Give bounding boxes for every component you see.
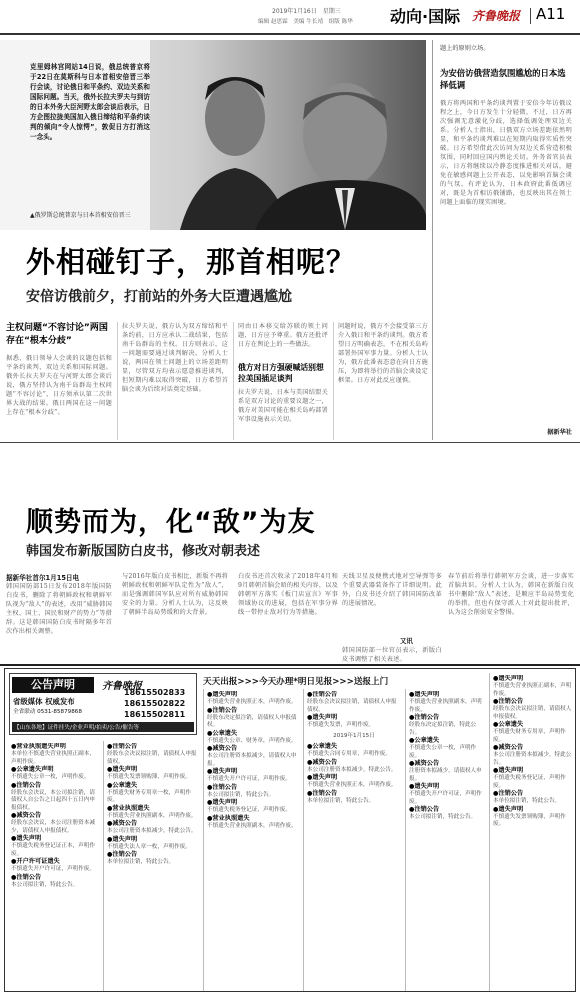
- photo-caption: [30, 62, 150, 142]
- story2-col-5: 春节前后将举行韩朝军方会谈，进一步落实首脑共识。分析人士认为，韩国在新版白皮书中删除“敌人”表述，是顺应半岛局势变化的举措，但也有保守派人士对此提出批评，认为这会削弱安全警惕。: [448, 573, 574, 616]
- paper-logo: 齐鲁晚报: [472, 9, 521, 23]
- ad-column-5: ●遗失声明 不慎遗失营业执照副本，声明作废。 ●注销公告 经股东决定拟注销，特此公告。 ●公章遗失 不慎遗失公章一枚，声明作废。 ●减资公告 注册资本拟减少，请债权人申报。 ●遗失声明 不慎遗失开户许可证，声明作废。 ●注销公告 本公司拟注销，特此公告。: [409, 691, 482, 820]
- page-number: A11: [536, 5, 566, 23]
- story2-col-4b: 韩国国防部一位官员表示，新版白皮书调整了相关表述。: [342, 647, 442, 662]
- story2-subhead: 韩国发布新版国防白皮书，修改对朝表述: [26, 544, 261, 559]
- story1-col-3a: 同由日本移交给苏联的领土问题，日方应予尊重。俄方还批评日方在舆论上的一些做法。: [238, 323, 328, 348]
- story1-col-4: 问题时说，俄方不会接受第三方介入俄日和平条约谈判。俄方希望日方明确表态，不在相关岛屿部署外国军事力量。分析人士认为，俄方此番表态意在向日方施压，为即将举行的首脑会谈设定框架。日方对此反应谨慎。: [338, 323, 428, 384]
- ad-column-1: ●营业执照遗失声明 本单位不慎遗失营业执照正副本，声明作废。 ●公章遗失声明 不慎遗失公章一枚，声明作废。 ●注销公告 经股东会决议，本公司拟注销，请债权人自公告之日起四十五日内申报债权。 ●减资公告 经股东会决议，本公司注册资本减少，请债权人申报债权。 ●遗失声明 不慎遗失税务登记证正本，声明作废。 ●开户许可证遗失 不慎遗失开户许可证，声明作废。 ●注销公告 本公司拟注销，特此公告。: [11, 743, 95, 888]
- story1-col-1: 据悉，俄日领导人会谈的议题包括和平条约谈判、双边关系和国际问题。俄外长拉夫罗夫在与河野太郎会谈后说，俄方坚持认为南千岛群岛主权问题“不容讨论”，日方须承认第二次世界大战的结果。俄日两国在这一问题上存在“根本分歧”。: [6, 355, 112, 416]
- story1-subhead: 安倍访俄前夕，打前站的外务大臣遭遇尴尬: [26, 289, 292, 305]
- story1-headline: 外相碰钉子，那首相呢？: [26, 245, 357, 279]
- notice-box: [9, 673, 197, 735]
- story2-col-1: 韩国国防部15日发布2018年版国防白皮书，删除了将朝鲜政权和朝鲜军队视为“敌人”的表述，改用“威胁韩国主权、国土、国民和财产的势力”等措辞。这是韩国国防白皮书时隔多年首次作出相关调整。: [6, 583, 112, 635]
- masthead-staff: 编辑 赵思霖 美编 牛长靖 组版 陈华: [258, 19, 353, 25]
- ad-column-4: ●注销公告 经股东会决议拟注销，请债权人申报债权。 ●遗失声明 不慎遗失发票，声明作废。 2019年1月15日 ●公章遗失 不慎遗失合同专用章，声明作废。 ●减资公告 本公司注册资本拟减少，特此公告。 ●遗失声明 不慎遗失营业执照正本，声明作废。 ●注销公告 本单位拟注销，特此公告。: [307, 691, 401, 989]
- ads-banner: 天天出报>>>今天办理*明日见报>>>送报上门: [203, 677, 389, 687]
- right-section-title: 为安倍访俄营造氛围尴尬的日本选择低调: [440, 68, 566, 90]
- ad-issue-note: 2019年1月15日: [333, 732, 375, 739]
- photo-caption-text: 克里姆林宫网站14日说，俄总统普京将于22日在莫斯科与日本首相安倍晋三举行会谈，讨论俄日和平条约、双边关系和国际问题。当天，俄外长拉夫罗夫与到访的日本外务大臣河野太郎会谈后表示，日方企图拉拢美国加入俄日缔结和平条约谈判的倾向“令人惊愕”，敦促日方打消这一念头。: [30, 63, 150, 141]
- story2-col-2: 与2016年版白皮书相比，新版不再将朝鲜政权和朝鲜军队定性为“敌人”，而是强调韩国军队应对所有威胁韩国安全的力量。分析人士认为，这反映了朝鲜半岛局势缓和的大背景。: [122, 573, 228, 616]
- notice-slogan-2: 全省联动 0531-85879868: [13, 709, 82, 715]
- notice-logo: 齐鲁晚报: [102, 681, 142, 692]
- right-column: [440, 44, 572, 438]
- ad-column-6: ●遗失声明 不慎遗失营业执照正副本，声明作废。 ●注销公告 经股东会决议拟注销，请债权人申报债权。 ●公章遗失 不慎遗失财务专用章，声明作废。 ●减资公告 本公司注册资本拟减少，特此公告。 ●遗失声明 不慎遗失税务登记证，声明作废。 ●注销公告 本单位拟注销，特此公告。 ●遗失声明 不慎遗失发票领购簿，声明作废。: [493, 675, 572, 827]
- notice-phone-1: 18615502833: [124, 688, 186, 697]
- photo-credit: ▲俄罗斯总统普京与日本首相安倍晋三: [30, 212, 131, 219]
- story2-col-3: 白皮书还首次收录了2018年4月和9月韩朝首脑会晤的相关内容，以及韩朝军方落实《板门店宣言》军事领域协议的进展，包括在军事分界线一带停止敌对行为等措施。: [238, 573, 338, 616]
- right-lead: 题上的原则立场。: [440, 45, 490, 52]
- notice-title: 公告声明: [12, 677, 94, 693]
- story1-side-title: 主权问题“不容讨论”两国存在“根本分歧”: [6, 323, 108, 346]
- notice-services: 【山东各地】证件挂失/企业声明/拍卖/公告/催告等: [12, 722, 194, 732]
- story2-dateline: 据新华社首尔1月15日电: [6, 574, 80, 582]
- ads-section: [4, 668, 576, 992]
- story1-inline-title: 俄方对日方强硬喊话别想拉美国插足谈判: [238, 363, 324, 383]
- masthead: [0, 0, 580, 40]
- ad-column-2: ●注销公告 经股东会决议拟注销，请债权人申报债权。 ●遗失声明 不慎遗失发票领购簿，声明作废。 ●公章遗失 不慎遗失财务专用章一枚，声明作废。 ●营业执照遗失 不慎遗失营业执照副本，声明作废。 ●减资公告 本公司注册资本拟减少，特此公告。 ●遗失声明 不慎遗失法人章一枚，声明作废。 ●注销公告 本单位拟注销，特此公告。: [107, 743, 197, 865]
- notice-phone-3: 18615502811: [124, 710, 186, 719]
- right-credit: 据新华社: [547, 429, 572, 436]
- story2-headline: 顺势而为，化“敌”为友: [26, 507, 316, 538]
- lead-photo: [0, 40, 426, 230]
- right-body-text: 俄方将两国和平条约谈判置于安倍今年访俄议程之上，今日方发生十分轻微，不过，日方再次强调无意激化分歧，选择低调处理双边关系。分析人士指出，日俄双方立场差距依然明显，和平条约谈判难以在短期内取得实质性突破。日方希望借此次访问为双边关系营造积极氛围，同时回应国内舆论关切。外务省官员表示，日方将继续以冷静态度推进相关对话，避免在敏感问题上公开表态，以免影响首脑会谈的气氛。有评论认为，日本政府此番低调应对，既是为首相访俄铺路，也反映出其在领土问题上面临的现实困境。: [440, 100, 572, 206]
- section-title: 动向·国际: [390, 7, 461, 26]
- notice-slogan-1: 省级媒体 权威发布: [13, 697, 75, 706]
- masthead-date: 2019年1月16日 星期三: [272, 8, 341, 15]
- story1-col-2: 拉夫罗夫说，俄方认为双方缔结和平条约前，日方应承认二战结果，包括南千岛群岛的主权。日方则表示，这一问题需要通过谈判解决。分析人士说，两国在领土问题上的立场差距明显，尽管双方均表示愿意推进谈判，但短期内难以取得突破，日方希望首脑会谈为后续对话奠定基础。: [122, 323, 228, 393]
- notice-phone-2: 18615502822: [124, 699, 186, 708]
- story2-byline: 又讯: [400, 637, 413, 645]
- story2-col-4a: 天线卫星及便携式地对空导弹等多个重要武器装备作了详细说明。此外，白皮书还介绍了韩国国防改革的进展情况。: [342, 573, 442, 607]
- ad-column-3: ●遗失声明 不慎遗失营业执照正本，声明作废。 ●注销公告 经股东决定拟注销，请债权人申报债权。 ●公章遗失 不慎遗失公章、财务章，声明作废。 ●减资公告 本公司注册资本拟减少，请债权人申报。 ●遗失声明 不慎遗失开户许可证，声明作废。 ●注销公告 本公司拟注销，特此公告。 ●遗失声明 不慎遗失税务登记证，声明作废。 ●营业执照遗失 不慎遗失营业执照副本，声明作废。: [207, 691, 297, 829]
- story1-col-3b: 拉夫罗夫说，日本与美国结盟关系是双方讨论的重要议题之一，俄方对美国可能在相关岛屿部署军事设施表示关切。: [238, 389, 328, 423]
